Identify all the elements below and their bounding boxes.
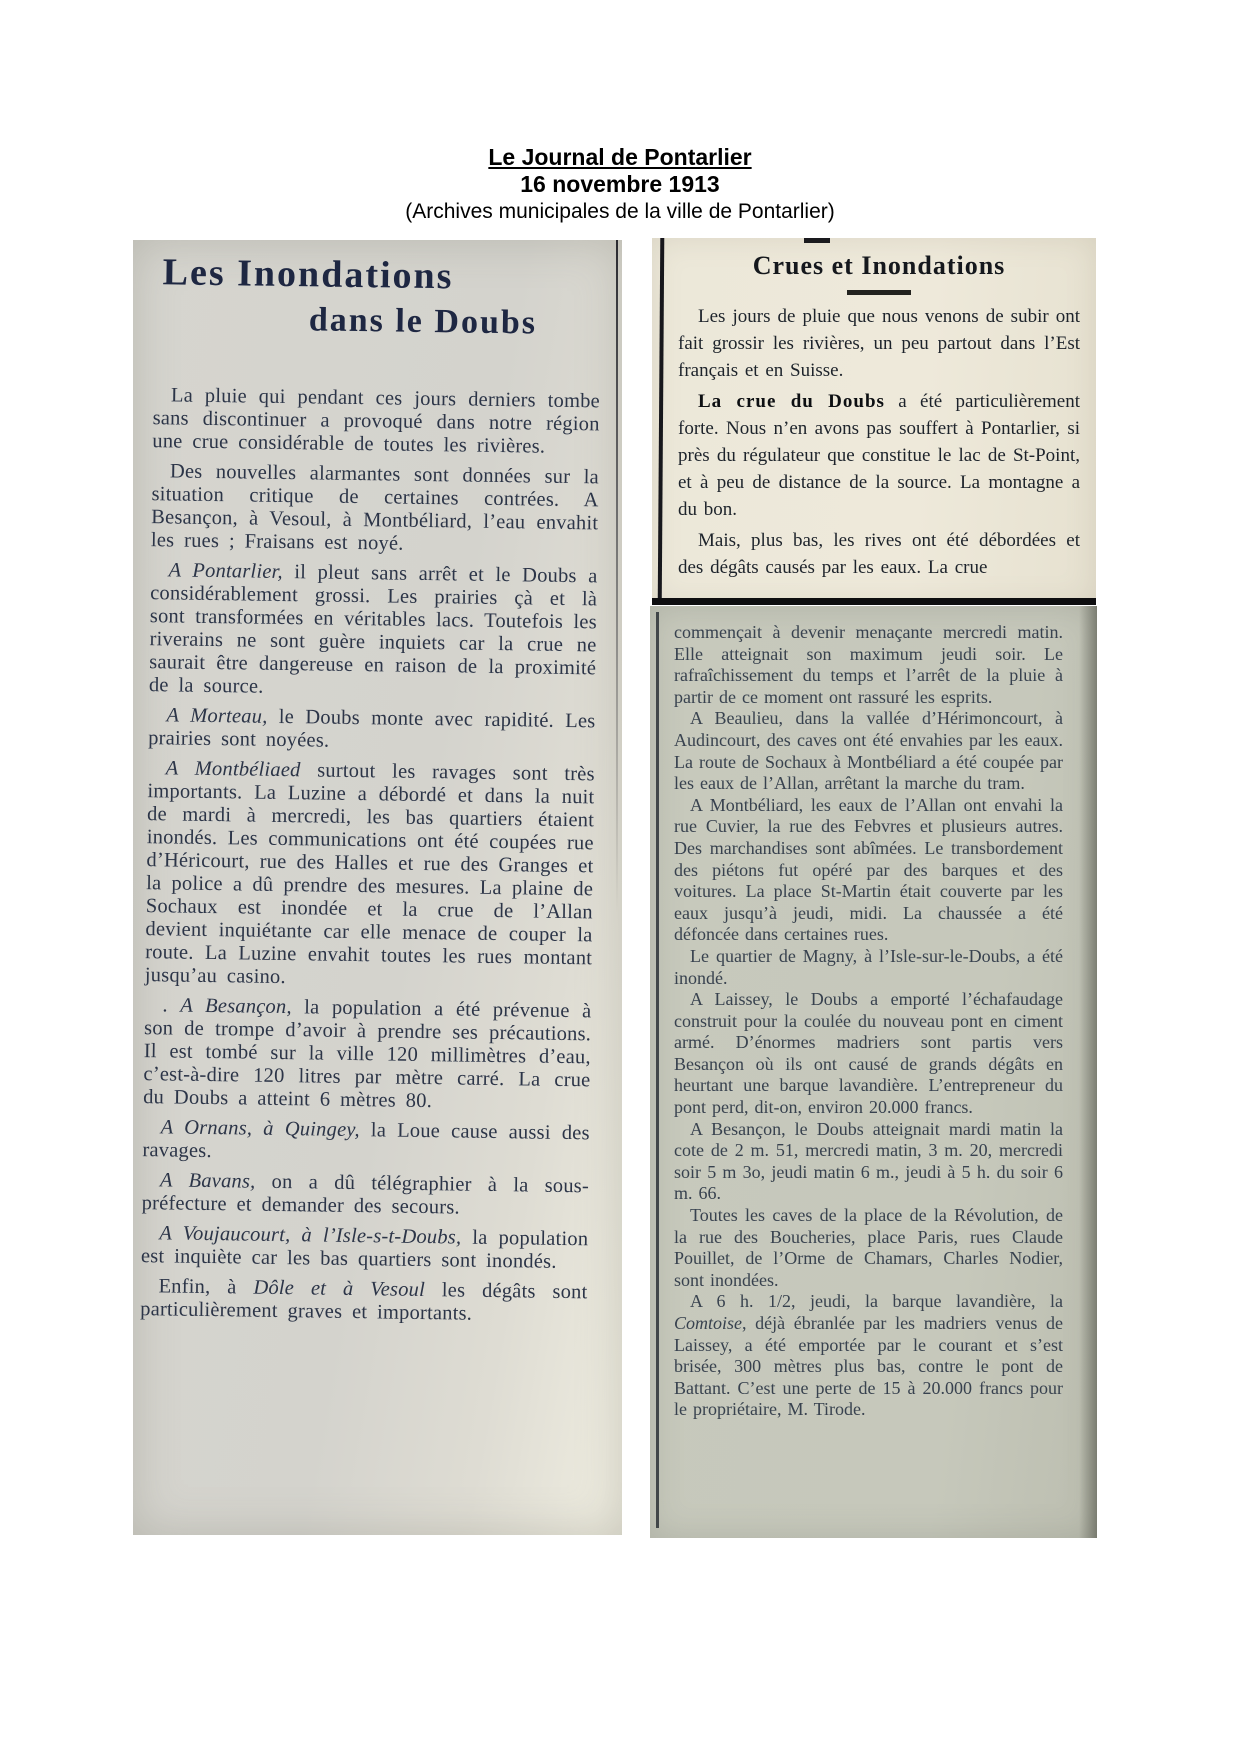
paragraph-text: commençait à devenir menaçante mercredi matin. Elle atteignait son maximum jeudi soir. Le rafraîchissement du temps et l’arrêt de la pluie à partir de ce moment ont rassuré les esprits. [674,622,1063,707]
newspaper-paragraph [142,1169,590,1221]
newspaper-paragraph [674,1119,1063,1205]
paragraph-text: , déjà ébranlée par les madriers venus de Laissey, a été emportée par le courant et s’est brisée, 300 mètres plus bas, contre le pont de Battant. C’est une perte de 15 à 20.000 francs pour le propriétaire, M. Tirode. [674,1313,1063,1420]
paragraph-text: Mais, plus bas, les rives ont été débordées et des dégâts causés par les eaux. La crue [678,530,1080,578]
paragraph-text: la Loue cause aussi des ravages. [142,1119,590,1163]
journal-date: 16 novembre 1913 [520,171,720,197]
paragraph-text: . [162,994,181,1017]
newspaper-paragraph [148,704,596,756]
paragraph-text: les dégâts sont particulièrement graves et importants. [140,1279,588,1325]
right-bottom-clipping [650,606,1097,1538]
place-lead: A Pontarlier, [168,559,283,583]
paragraph-text: il pleut sans arrêt et le Doubs a considérablement grossi. Les prairies çà et là sont transformées en véritables lacs. Toutefois les riverains ne sont guère inquiets car la crue ne saurait être dangereuse en raison de la proximité de la source. [148,560,598,698]
page-header [0,144,1240,225]
left-clipping [133,240,622,1535]
paragraph-text: A 6 h. 1/2, jeudi, la barque lavandière, la [690,1291,1063,1312]
newspaper-paragraph [141,1222,589,1274]
newspaper-paragraph [149,559,598,703]
newspaper-paragraph [674,795,1063,946]
place-lead: A Bavans, [159,1169,256,1193]
newspaper-paragraph [674,622,1063,708]
newspaper-paragraph [674,1291,1063,1421]
paragraph-text: surtout les ravages sont très importants. La Luzine a débordé et dans la nuit de mardi à mercredi, les bas quartiers étaient inondés. Les communications ont été coupées rue d’Héricourt, rue des Halles et rue des Granges et la police a dû prendre des mesures. La plaine de Sochaux est inondée et la crue de l’Allan devient inquiétante car elle menace de couper la route. La Luzine envahit toutes les rues montant jusqu’au casino. [144,759,595,989]
journal-source: (Archives municipales de la ville de Pontarlier) [405,200,835,223]
paragraph-text: Des nouvelles alarmantes sont données sur la situation critique de certaines contrées. A Besançon, à Vesoul, à Montbéliard, l’eau envahit les rues ; Fraisans est noyé. [150,460,600,555]
paragraph-text: A Beaulieu, dans la vallée d’Hérimoncourt, à Audincourt, des caves ont été envahies par les eaux. La route de Sochaux à Montbéliard a été coupée par les eaux de l’Allan, arrêtant la marche du tram. [674,708,1063,794]
bold-lead: La crue du Doubs [698,391,885,412]
italic-word: Comtoise [674,1313,743,1333]
paragraph-text: Les jours de pluie que nous venons de subir ont fait grossir les rivières, un peu partout dans l’Est français et en Suisse. [678,306,1080,381]
right-bottom-clipping-content [650,606,1097,1421]
right-top-clipping-title: Crues et Inondations [752,251,1006,280]
left-clipping-title-line2: dans le Doubs [308,301,538,342]
paragraph-text: La pluie qui pendant ces jours derniers tombe sans discontinuer a provoqué dans notre région une crue considérable de toutes les rivières. [152,384,601,458]
newspaper-paragraph [143,994,592,1115]
newspaper-paragraph [678,527,1080,581]
newspaper-paragraph [151,460,599,558]
left-clipping-content [133,240,622,1335]
scan-shadow [1079,606,1097,1538]
right-top-clipping-content [652,238,1096,581]
paragraph-text: a été particulièrement forte. Nous n’en avons pas souffert à Pontarlier, si près du régulateur que constitue le lac de St-Point, et à peu de distance de la source. La montagne a du bon. [678,391,1080,520]
newspaper-paragraph [674,1205,1063,1291]
place-lead: A Ornans, à Quingey, [160,1116,360,1142]
place-lead: A Montbéliaed [165,757,301,782]
paragraph-text: Toutes les caves de la place de la Révolution, de la rue des Boucheries, place Paris, rues Claude Pouillet, de l’Orme de Chamars, Charles Nodier, sont inondées. [674,1205,1063,1290]
paragraph-text: A Besançon, le Doubs atteignait mardi matin la cote de 2 m. 51, mercredi matin, 3 m. 20, mercredi soir 5 m 3o, jeudi matin 6 m., jeudi à 5 h. du soir 6 m. 66. [674,1118,1063,1204]
newspaper-paragraph [674,708,1063,794]
paragraph-text: le Doubs monte avec rapidité. Les prairies sont noyées. [148,705,596,752]
paragraph-text: Enfin, à [158,1275,254,1299]
newspaper-paragraph [674,989,1063,1119]
place-lead: Dôle et à Vesoul [253,1276,426,1302]
journal-title: Le Journal de Pontarlier [488,144,752,170]
column-rule [656,612,659,1528]
paragraph-text: la population est inquiète car les bas quartiers sont inondés. [140,1226,589,1273]
paragraph-text: A Laissey, le Doubs a emporté l’échafaudage construit pour la coulée du nouveau pont en ciment armé. D’énormes madriers sont partis vers Besançon où ils ont causé de grands dégâts en heurtant une barque lavandière. L’entrepreneur du pont perd, dit-on, environ 20.000 francs. [674,989,1063,1118]
paragraph-text: on a dû télégraphier à la sous-préfecture et demander des secours. [141,1170,590,1219]
newspaper-paragraph [152,384,600,459]
paragraph-text: Le quartier de Magny, à l’Isle-sur-le-Doubs, a été inondé. [674,945,1063,988]
place-lead: A Besançon, [180,994,292,1019]
paragraph-text: la population a été prévenue à son de trompe d’avoir à prendre ses précautions. Il est tombé sur la ville 120 millimètres d’eau, c’est-à-dire 120 litres par mètre carré. La crue du Doubs a atteint 6 mètres 80. [143,996,592,1113]
place-lead: A Voujaucourt, à l’Isle-s-t-Doubs, [159,1222,462,1249]
clipping-divider-bar [652,598,1096,605]
left-clipping-body [140,384,600,1327]
newspaper-paragraph [142,1116,590,1168]
newspaper-paragraph [674,946,1063,989]
paragraph-text: A Montbéliard, les eaux de l’Allan ont envahi la rue Cuvier, la rue des Febvres et plusieurs autres. Des marchandises sont abîmées. Le transbordement des piétons fut opéré par des barques et des voitures. La place St-Martin était couverte par les eaux jusqu’à jeudi, midi. La chaussée a été défoncée dans certaines rues. [674,794,1063,945]
crop-mark [804,238,830,243]
newspaper-paragraph [678,388,1080,523]
right-top-clipping [652,238,1096,605]
newspaper-paragraph [140,1275,588,1327]
newspaper-paragraph [145,757,595,993]
title-rule [847,290,911,295]
newspaper-paragraph [678,303,1080,384]
place-lead: A Morteau, [166,704,268,728]
left-clipping-title-line1: Les Inondations [162,251,454,298]
